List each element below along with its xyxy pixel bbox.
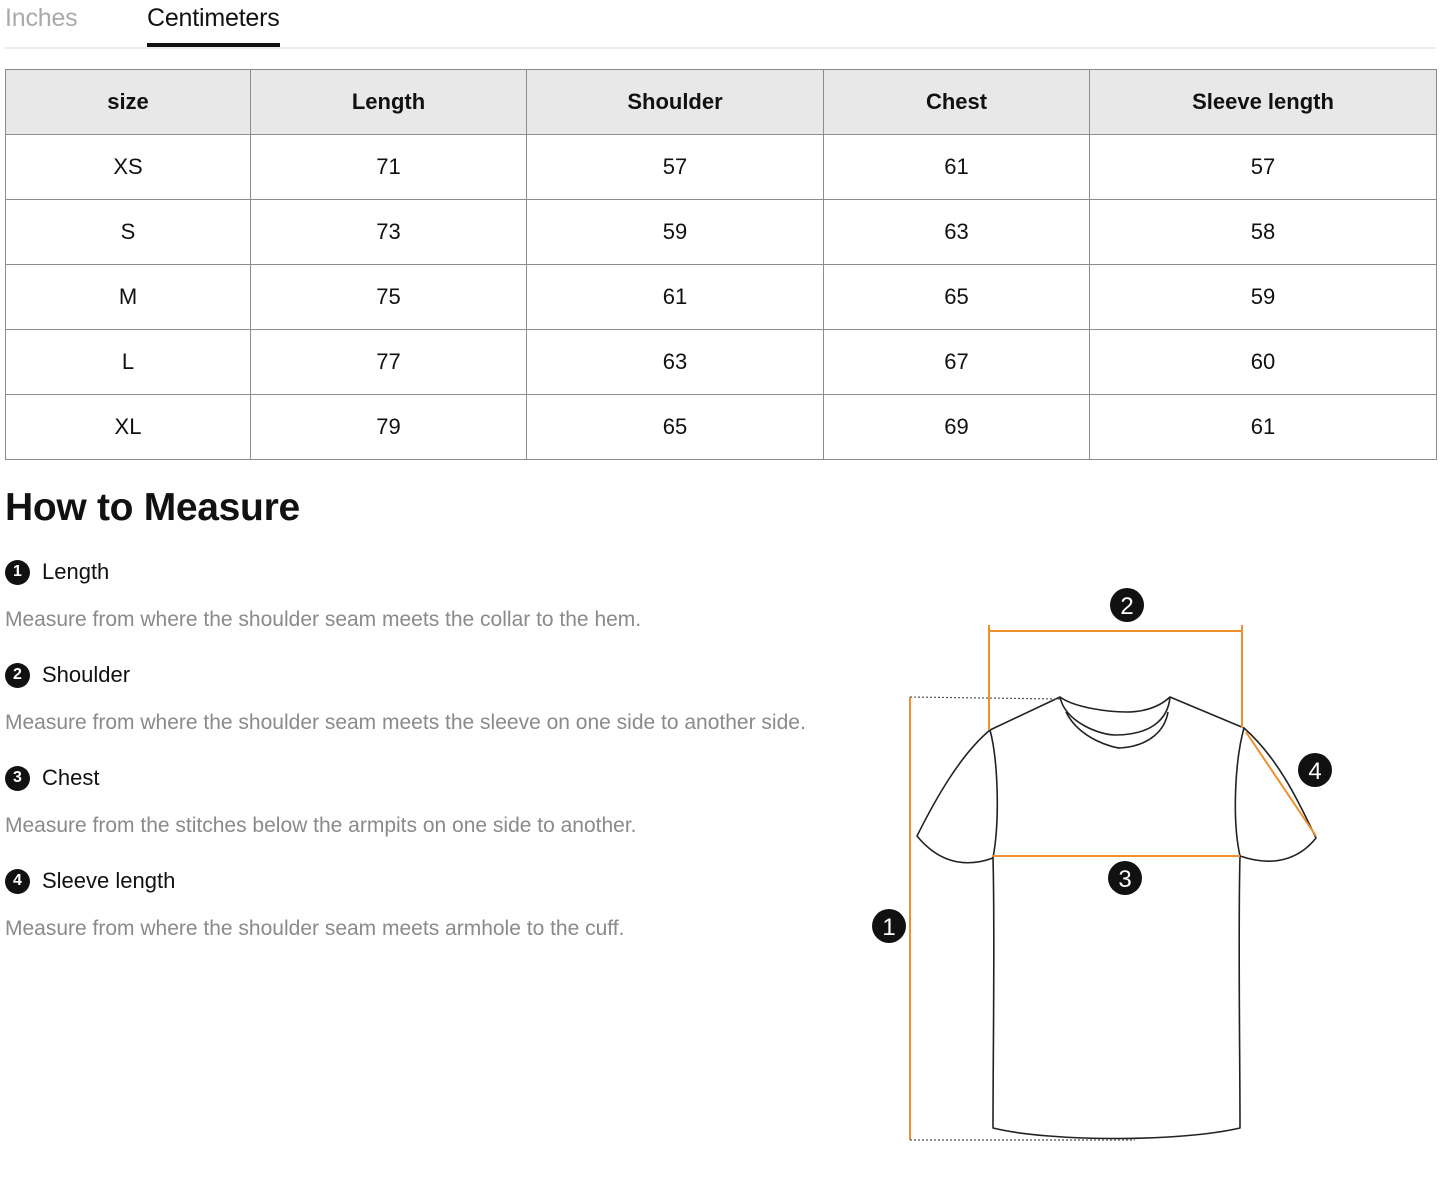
table-row	[6, 135, 1437, 200]
table-cell: 61	[824, 135, 1090, 200]
tshirt-outline-icon	[917, 697, 1316, 1139]
column-header-chest: Chest	[824, 70, 1090, 135]
marker-length	[872, 909, 906, 943]
step-title: Chest	[42, 765, 100, 790]
table-cell: 67	[824, 330, 1090, 395]
table-cell: 77	[251, 330, 527, 395]
measure-step-shoulder	[5, 660, 806, 735]
step-description: Measure from the stitches below the armpits on one side to another.	[5, 814, 637, 837]
step-number-badge: 3	[5, 766, 30, 791]
table-cell: 63	[824, 200, 1090, 265]
tshirt-measurement-diagram	[860, 570, 1340, 1160]
table-row	[6, 395, 1437, 460]
tab-centimeters[interactable]: Centimeters	[147, 0, 280, 45]
table-cell: 69	[824, 395, 1090, 460]
table-cell: 58	[1090, 200, 1437, 265]
table-cell: 57	[527, 135, 824, 200]
marker-label: 3	[1118, 866, 1132, 893]
table-cell: 61	[1090, 395, 1437, 460]
step-title: Length	[42, 559, 110, 584]
table-cell: 59	[1090, 265, 1437, 330]
step-title: Shoulder	[42, 662, 131, 687]
marker-label: 2	[1120, 593, 1134, 620]
tab-inches[interactable]: Inches	[5, 4, 78, 32]
column-header-sleeve-length: Sleeve length	[1090, 70, 1437, 135]
table-cell: 61	[527, 265, 824, 330]
marker-sleeve-length	[1298, 753, 1332, 787]
marker-label: 4	[1308, 758, 1322, 785]
measure-step-sleeve-length	[5, 866, 624, 941]
table-cell: 60	[1090, 330, 1437, 395]
table-cell: 79	[251, 395, 527, 460]
step-number-badge: 1	[5, 560, 30, 585]
column-header-length: Length	[251, 70, 527, 135]
unit-tabs	[5, 0, 1436, 49]
step-number-badge: 2	[5, 663, 30, 688]
table-cell: 65	[527, 395, 824, 460]
table-cell: L	[6, 330, 251, 395]
size-chart-table	[5, 69, 1437, 460]
measure-step-chest	[5, 763, 637, 838]
column-header-size: size	[6, 70, 251, 135]
table-cell: M	[6, 265, 251, 330]
step-description: Measure from where the shoulder seam meets armhole to the cuff.	[5, 917, 625, 940]
table-cell: XL	[6, 395, 251, 460]
table-cell: XS	[6, 135, 251, 200]
table-cell: 75	[251, 265, 527, 330]
table-cell: S	[6, 200, 251, 265]
marker-shoulder	[1110, 588, 1144, 622]
table-cell: 59	[527, 200, 824, 265]
measure-step-length	[5, 557, 641, 632]
marker-label: 1	[882, 914, 896, 941]
table-cell: 65	[824, 265, 1090, 330]
table-row	[6, 265, 1437, 330]
table-cell: 63	[527, 330, 824, 395]
table-cell: 73	[251, 200, 527, 265]
table-row	[6, 200, 1437, 265]
step-title: Sleeve length	[42, 868, 176, 893]
step-description: Measure from where the shoulder seam meets the sleeve on one side to another side.	[5, 711, 806, 734]
marker-chest	[1108, 861, 1142, 895]
step-description: Measure from where the shoulder seam meets the collar to the hem.	[5, 608, 642, 631]
how-to-measure-title: How to Measure	[5, 486, 300, 529]
table-cell: 57	[1090, 135, 1437, 200]
table-header-row	[6, 70, 1437, 135]
table-row	[6, 330, 1437, 395]
column-header-shoulder: Shoulder	[527, 70, 824, 135]
step-number-badge: 4	[5, 869, 30, 894]
table-cell: 71	[251, 135, 527, 200]
